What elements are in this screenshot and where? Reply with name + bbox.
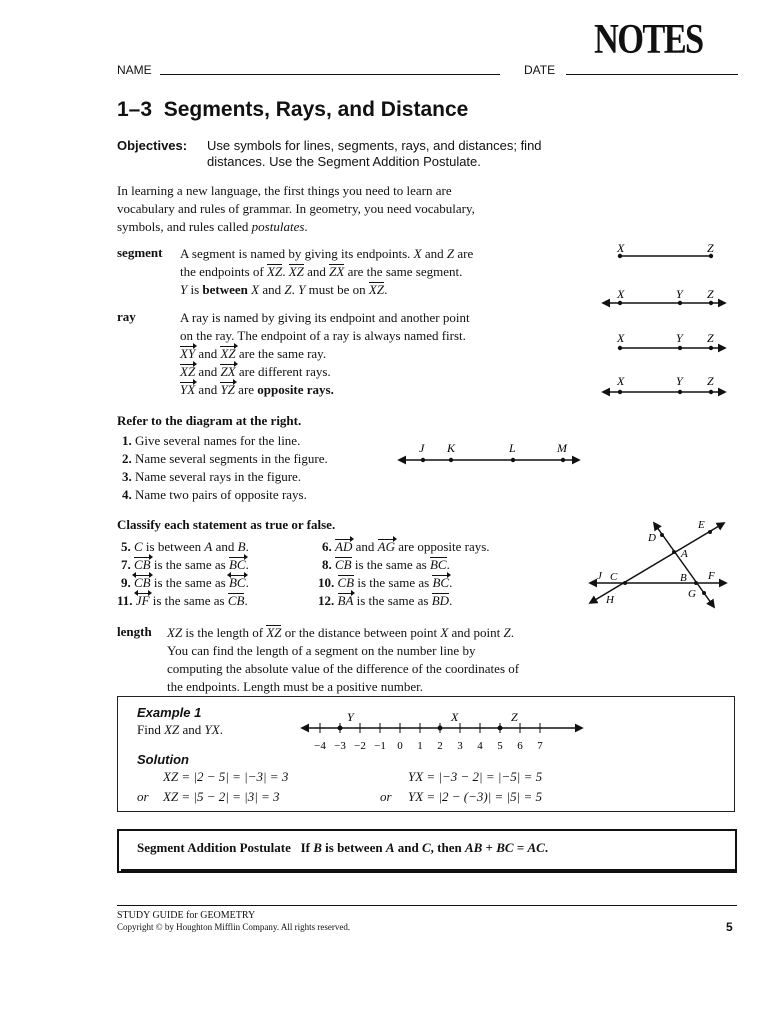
q-text: Name two pairs of opposite rays. [135,487,307,502]
nl-label-x: X [451,710,459,724]
ray-symbol: BA [337,593,354,608]
ray-point-y [678,346,682,350]
line-point-z [709,301,713,305]
var: X [247,282,260,297]
objectives-line-1: Use symbols for lines, segments, rays, and distances; find [207,138,542,153]
or-label-right: or [380,789,392,804]
text: are different rays. [235,364,331,379]
label-j: J [597,570,602,582]
ray-label-x: X [617,331,625,345]
ray-symbol: BC [228,557,246,572]
line-symbol [229,574,246,592]
text: is the same as [150,575,229,590]
point-k [449,458,453,462]
opposite-label-x: X [617,374,625,388]
objectives-label: Objectives: [117,138,188,153]
intro-line-2: vocabulary and rules of grammar. In geometry, you need vocabulary, [117,201,475,216]
line-symbol [136,592,150,610]
equation-xz-1: XZ = |2 − 5| = |−3| = 3 [163,769,289,784]
var: YX [204,722,220,737]
point-m [561,458,565,462]
number-line-point-y [338,726,343,731]
tick-label: 7 [537,740,543,752]
text: is the same as [149,593,228,608]
text: and [212,539,238,554]
footer-guide-title: STUDY GUIDE for GEOMETRY [117,910,256,921]
ray-symbol: AD [335,539,353,554]
text: + [482,840,497,855]
text: and [259,282,285,297]
text: . [245,557,249,572]
date-label: DATE [524,63,556,77]
opposite-point-x [618,390,622,394]
opposite-label-y: Y [676,374,683,388]
segment-symbol: CB [337,575,355,590]
segment-symbol: XZ [266,625,282,640]
label-j: J [419,441,425,455]
text: and [394,840,422,855]
text: . [244,593,248,608]
nl-label-y: Y [347,710,354,724]
text: . [510,625,515,640]
ray-term: ray [117,309,136,324]
text: are [454,246,474,261]
text: . [544,840,549,855]
ray-symbol: CB [134,557,151,572]
number-line-point-x [438,726,443,731]
var: Z [503,625,511,640]
ray-line-5 [180,381,580,399]
tick-label: 1 [417,740,423,752]
solution-label: Solution [137,752,189,767]
intro-period: . [304,219,308,234]
postulate-box-shadow [121,869,737,872]
line-text: BC [228,575,246,590]
text: and [303,264,330,279]
ray-symbol: XZ [180,364,196,379]
ray-point-z [709,346,713,350]
tick-label: −2 [354,740,366,752]
q-num: 8. [322,557,332,572]
text: . [449,593,453,608]
ray-label-z: Z [707,331,714,345]
segment-symbol: XZ [368,282,385,297]
postulate-statement [137,840,548,856]
ray-symbol: XY [180,346,196,361]
segment-line-1 [180,245,580,263]
segment-symbol: CB [335,557,352,572]
tick-label: 5 [497,740,503,752]
line-point-x [618,301,622,305]
label-a: A [681,548,688,560]
jklm-line-figure [395,440,585,470]
label-m: M [557,441,567,455]
ray-symbol: AG [377,539,395,554]
text: is the same as [351,557,430,572]
ray-line-2: on the ray. The endpoint of a ray is always named first. [180,328,466,343]
ray-definition [180,309,580,399]
q-num: 3. [122,469,132,484]
tick-label: 4 [477,740,483,752]
var: AB [464,840,483,855]
text: are the same segment. [344,264,463,279]
label-l: L [509,441,516,455]
between-term: between [202,282,248,297]
opposite-rays-term: opposite rays. [257,382,334,397]
text: = [513,840,528,855]
line-he [590,523,724,603]
text: . [446,557,450,572]
classify-heading: Classify each statement as true or false. [117,517,336,532]
q-num: 6. [322,539,332,554]
q-num: 12. [318,593,335,608]
q-num: 5. [121,539,131,554]
label-c: C [610,571,618,583]
text: . [219,722,223,737]
var: Z [284,282,292,297]
length-line-4: the endpoints. Length must be a positive number. [167,679,423,694]
classify-col-right [318,538,558,610]
postulates-term: postulates [251,219,305,234]
text: are [234,382,258,397]
refer-heading: Refer to the diagram at the right. [117,413,302,428]
segment-definition [180,245,580,299]
text: and [195,346,221,361]
label-b: B [680,572,687,584]
var: C [421,840,431,855]
opposite-label-z: Z [707,374,714,388]
notes-stamp: NOTES [594,17,703,63]
name-label: NAME [117,63,152,77]
length-line-1 [167,624,597,642]
point-l [511,458,515,462]
var: AC [527,840,545,855]
length-line-3: computing the absolute value of the difference of the coordinates of [167,661,520,676]
text: is the length of [182,625,267,640]
ray-symbol: YZ [220,382,235,397]
text: are opposite rays. [394,539,490,554]
question-4 [122,486,382,504]
var: XZ [167,625,183,640]
ray-symbol: YX [180,382,196,397]
text: and [179,722,205,737]
ray-line-4 [180,363,580,381]
footer-rule [117,905,737,906]
segment-symbol: CB [227,593,245,608]
page-title: 1–3 Segments, Rays, and Distance [117,98,469,121]
intro-paragraph [117,182,577,236]
refer-questions [122,432,382,504]
text: or the distance between point [281,625,441,640]
point-c [623,581,627,585]
opposite-point-z [709,390,713,394]
tick-label: 6 [517,740,523,752]
label-g: G [688,588,696,600]
text: A segment is named by giving its endpoints. [180,246,414,261]
page-number: 5 [726,920,733,934]
text: and [195,382,221,397]
statement-5 [117,538,317,556]
q-num: 1. [122,433,132,448]
statement-6 [318,538,558,556]
var: BC [496,840,514,855]
label-h: H [606,594,614,606]
segment-symbol: ZX [329,264,345,279]
date-field-line [566,74,738,75]
text: is the same as [353,593,432,608]
nl-label-z: Z [511,710,518,724]
line-point-y [678,301,682,305]
var: B [313,840,322,855]
footer-copyright: Copyright © by Houghton Mifflin Company. All rights reserved. [117,922,351,932]
point-g [702,591,706,595]
q-num: 10. [318,575,335,590]
ray-symbol: ZX [220,364,236,379]
q-num: 4. [122,487,132,502]
var: A [204,539,213,554]
point-e [708,530,712,534]
segment-term: segment [117,245,163,260]
ray-line-3 [180,345,580,363]
length-term: length [117,624,152,639]
point-b [694,581,698,585]
text: . [245,575,249,590]
segment-symbol: XZ [267,264,283,279]
text: , then [430,840,465,855]
text: . [384,282,388,297]
q-num: 9. [121,575,131,590]
var: A [385,840,395,855]
statement-11 [117,592,317,610]
example-title: Example 1 [137,705,202,720]
text: . [291,282,299,297]
line-label-y: Y [676,287,683,301]
tick-label: 3 [457,740,463,752]
tick-label: 2 [437,740,443,752]
label-f: F [708,570,715,582]
text: the endpoints of [180,264,268,279]
definition-figures [595,238,735,403]
intro-line-3 [117,218,577,236]
line-text: CB [134,575,151,590]
var: Y [180,282,188,297]
segment-symbol: XZ [288,264,304,279]
segment-line-3 [180,281,580,299]
text: is the same as [354,575,433,590]
example-prompt [137,722,223,738]
statement-12 [318,592,558,610]
equation-yx-2: YX = |2 − (−3)| = |5| = 5 [408,789,542,804]
var: Z [446,246,455,261]
text: and [421,246,447,261]
objectives-line-2: distances. Use the Segment Addition Postulate. [207,154,481,169]
intro-line-1: In learning a new language, the first things you need to learn are [117,183,452,198]
ray-line-1: A ray is named by giving its endpoint and another point [180,310,470,325]
segment-symbol: BD [431,593,450,608]
text: and [195,364,221,379]
equation-yx-1: YX = |−3 − 2| = |−5| = 5 [408,769,543,784]
example-number-line [300,708,585,754]
text: and point [448,625,504,640]
line-label-z: Z [707,287,714,301]
ray-symbol: BC [432,575,450,590]
ray-symbol: XZ [220,346,236,361]
statement-7 [117,556,317,574]
postulate-name: Segment Addition Postulate [137,840,291,855]
label-d: D [648,532,656,544]
text: If [300,840,314,855]
q-text: Name several rays in the figure. [135,469,302,484]
segment-line-2 [180,263,580,281]
tick-label: −4 [314,740,326,752]
text: Find [137,722,165,737]
line-text: JF [135,593,150,608]
text: must be on [305,282,369,297]
intro-text: symbols, and rules called [117,219,252,234]
question-2 [122,450,382,468]
text: . [282,264,289,279]
label-k: K [447,441,456,455]
text: is between [142,539,205,554]
q-text: Name several segments in the figure. [135,451,328,466]
q-num: 2. [122,451,132,466]
text: is [187,282,203,297]
statement-8 [318,556,558,574]
question-3 [122,468,382,486]
opposite-point-y [678,390,682,394]
intersecting-lines-figure [582,515,732,615]
segment-symbol: BC [429,557,447,572]
length-line-2: You can find the length of a segment on the number line by [167,643,476,658]
equation-xz-2: XZ = |5 − 2| = |3| = 3 [163,789,280,804]
ray-point-x [618,346,622,350]
point-d [660,533,664,537]
var: B [237,539,246,554]
text: are the same ray. [235,346,327,361]
q-num: 7. [121,557,131,572]
label-e: E [698,519,705,531]
text: . [449,575,453,590]
or-label-left: or [137,789,149,804]
line-label-x: X [617,287,625,301]
point-j [421,458,425,462]
var: X [413,246,422,261]
text: . [245,539,249,554]
text: is the same as [150,557,229,572]
number-line-point-z [498,726,503,731]
var: C [134,539,143,554]
ray-label-y: Y [676,331,683,345]
segment-label-x: X [617,241,625,255]
classify-col-left [117,538,317,610]
var: Y [298,282,306,297]
length-definition [167,624,597,696]
name-field-line [160,74,500,75]
q-num: 11. [117,593,133,608]
tick-label: −1 [374,740,386,752]
q-text: Give several names for the line. [135,433,301,448]
var: XZ [164,722,180,737]
text: is between [321,840,386,855]
tick-label: 0 [397,740,403,752]
segment-label-z: Z [707,241,714,255]
point-a [672,550,676,554]
var: X [440,625,449,640]
text: and [352,539,378,554]
question-1 [122,432,382,450]
tick-label: −3 [334,740,346,752]
